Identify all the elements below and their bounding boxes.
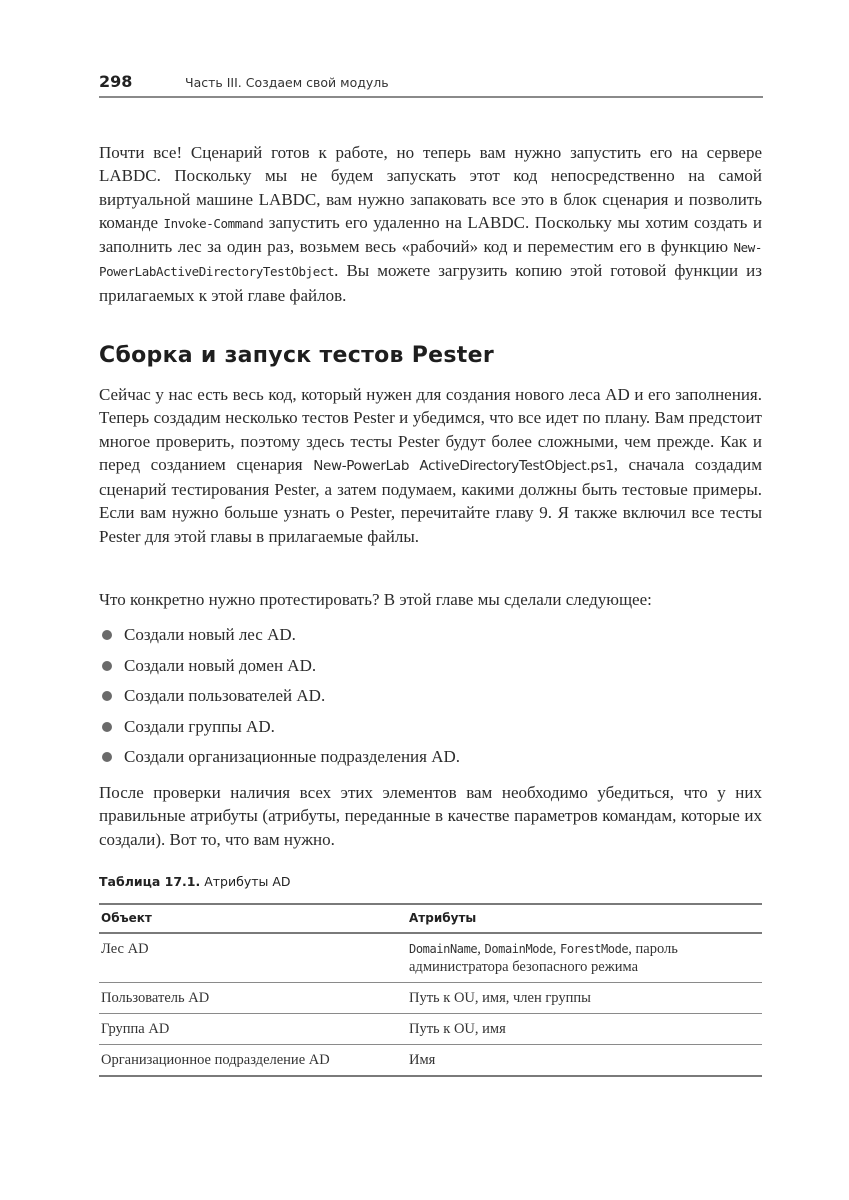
list-item	[99, 681, 762, 712]
inline-code: New-PowerLab ActiveDirectoryTestObject.ps1	[313, 457, 614, 474]
bullet-list	[99, 620, 762, 773]
section-paragraph-1	[99, 383, 762, 548]
bullet-icon	[102, 722, 112, 732]
column-header-attributes: Атрибуты	[407, 904, 762, 933]
cell-attributes: Путь к OU, имя	[407, 1014, 762, 1045]
page-number: 298	[99, 72, 133, 91]
cell-attributes	[407, 933, 762, 983]
list-item	[99, 651, 762, 682]
table-header-row	[99, 904, 762, 933]
section-paragraph-3: После проверки наличия всех этих элементов вам необходимо убедиться, что у них правильные атрибуты (атрибуты, переданные в качестве параметров командам, которые их создали). Вот то, что вам нужно.	[99, 783, 762, 849]
running-title: Часть III. Создаем свой модуль	[185, 75, 389, 90]
text: . Вы можете загрузить копию этой готовой функции из прилагаемых к этой главе файлов.	[99, 261, 762, 305]
cell-object: Пользователь AD	[99, 983, 407, 1014]
attributes-table	[99, 903, 762, 1077]
list-item-text: Создали организационные подразделения AD.	[124, 747, 461, 767]
cell-object: Организационное подразделение AD	[99, 1045, 407, 1077]
inline-code: New-PowerLabActiveDirectoryTestObject	[99, 240, 762, 280]
inline-code: Invoke-Command	[163, 215, 264, 231]
list-item	[99, 620, 762, 651]
table-caption	[99, 874, 291, 889]
section-paragraph-2: Что конкретно нужно протестировать? В этой главе мы сделали следующее:	[99, 590, 652, 609]
text: запустить его удаленно на LABDC. Поскольку мы хотим создать и заполнить лес за один раз, возьмем весь «рабочий» код и переместим его в функцию	[99, 212, 762, 257]
cell-object: Группа AD	[99, 1014, 407, 1045]
inline-code: ForestMode	[560, 942, 629, 956]
text: , сначала создадим сценарий тестирования Pester, а затем подумаем, какими должны быть тестовые примеры. Если вам нужно больше узнать о Pester, перечитайте главу 9. Я также включил все тесты Pester для этой главы в прилагаемые файлы.	[99, 454, 763, 546]
table-row	[99, 933, 762, 983]
list-item	[99, 742, 762, 773]
cell-attributes: Имя	[407, 1045, 762, 1077]
bullet-icon	[102, 691, 112, 701]
table-row	[99, 1045, 762, 1077]
table-caption-title: Атрибуты AD	[200, 874, 291, 889]
list-item-text: Создали группы AD.	[124, 716, 275, 736]
cell-object: Лес AD	[99, 933, 407, 983]
text: ,	[552, 941, 560, 957]
header-divider	[99, 96, 763, 98]
bullet-icon	[102, 661, 112, 671]
text: Почти все! Сценарий готов к работе, но теперь вам нужно запустить его на сервере LABDC. Поскольку мы не будем запускать этот код непосредственно на самой виртуальной машине LABDC, вам нужно запаковать все это в блок сценария и позволить команде	[99, 143, 762, 232]
section-heading: Сборка и запуск тестов Pester	[99, 343, 494, 368]
page-header	[99, 72, 762, 98]
intro-paragraph	[99, 141, 762, 307]
list-item-text: Создали пользователей AD.	[124, 686, 326, 706]
table-caption-label: Таблица 17.1.	[99, 874, 201, 889]
table-row	[99, 983, 762, 1014]
inline-code: DomainName	[409, 942, 478, 956]
list-item-text: Создали новый лес AD.	[124, 625, 296, 644]
list-item	[99, 712, 762, 743]
text: , пароль администратора безопасного режима	[409, 941, 678, 975]
column-header-object: Объект	[99, 904, 407, 933]
cell-attributes: Путь к OU, имя, член группы	[407, 983, 762, 1014]
bullet-icon	[102, 630, 112, 640]
table-row	[99, 1014, 762, 1045]
list-item-text: Создали новый домен AD.	[124, 655, 317, 675]
text: ,	[477, 941, 485, 957]
bullet-icon	[102, 752, 112, 762]
text: Сейчас у нас есть весь код, который нужен для создания нового леса AD и его заполнения. Теперь создадим несколько тестов Pester и убедимся, что все идет по плану. Вам предстоит многое проверить, поэтому здесь тесты Pester будут более сложными, чем прежде. Как и перед созданием сценария	[99, 385, 762, 474]
inline-code: DomainMode	[484, 942, 553, 956]
